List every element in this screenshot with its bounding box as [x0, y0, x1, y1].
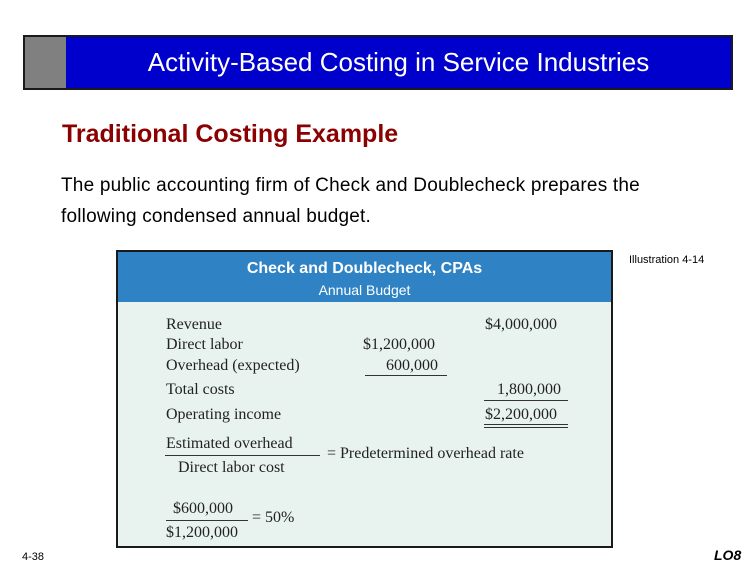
- operating-income-value: $2,200,000: [485, 406, 557, 423]
- title-accent-block: [25, 37, 66, 88]
- illustration-label: Illustration 4-14: [629, 254, 705, 266]
- calc-fraction-bar: [166, 520, 248, 521]
- budget-heading: Annual Budget: [318, 282, 411, 298]
- slide-subtitle: Traditional Costing Example: [62, 120, 399, 148]
- rate-numerator: Estimated overhead: [166, 435, 293, 452]
- budget-figure: [116, 250, 613, 548]
- overhead-label: Overhead (expected): [166, 357, 300, 374]
- learning-objective: LO8: [714, 547, 742, 563]
- calc-numerator: $600,000: [173, 500, 233, 517]
- total-rule: [484, 400, 568, 401]
- rate-fraction-bar: [165, 455, 320, 456]
- firm-name: Check and Doublecheck, CPAs: [246, 260, 483, 277]
- direct-labor-label: Direct labor: [166, 336, 243, 353]
- revenue-value: $4,000,000: [485, 316, 557, 333]
- operating-income-label: Operating income: [166, 406, 282, 423]
- direct-labor-value: $1,200,000: [363, 336, 435, 353]
- rate-denominator: Direct labor cost: [178, 459, 285, 476]
- calc-denominator: $1,200,000: [166, 524, 238, 541]
- overhead-value: 600,000: [386, 357, 438, 374]
- total-costs-label: Total costs: [166, 381, 235, 398]
- double-rule-bottom: [484, 427, 568, 428]
- calc-result: = 50%: [252, 509, 295, 526]
- rate-equation: = Predetermined overhead rate: [327, 445, 524, 462]
- intro-text: The public accounting firm of Check and Doublecheck prepares the following condensed annual budget.: [61, 175, 640, 227]
- slide-title: Activity-Based Costing in Service Industries: [147, 47, 650, 77]
- subtotal-rule: [365, 375, 447, 376]
- revenue-label: Revenue: [166, 316, 222, 333]
- total-costs-value: 1,800,000: [497, 381, 561, 398]
- page-number: 4-38: [22, 551, 45, 563]
- double-rule-top: [484, 424, 568, 425]
- budget-header: [118, 252, 611, 302]
- title-bar: [23, 35, 733, 90]
